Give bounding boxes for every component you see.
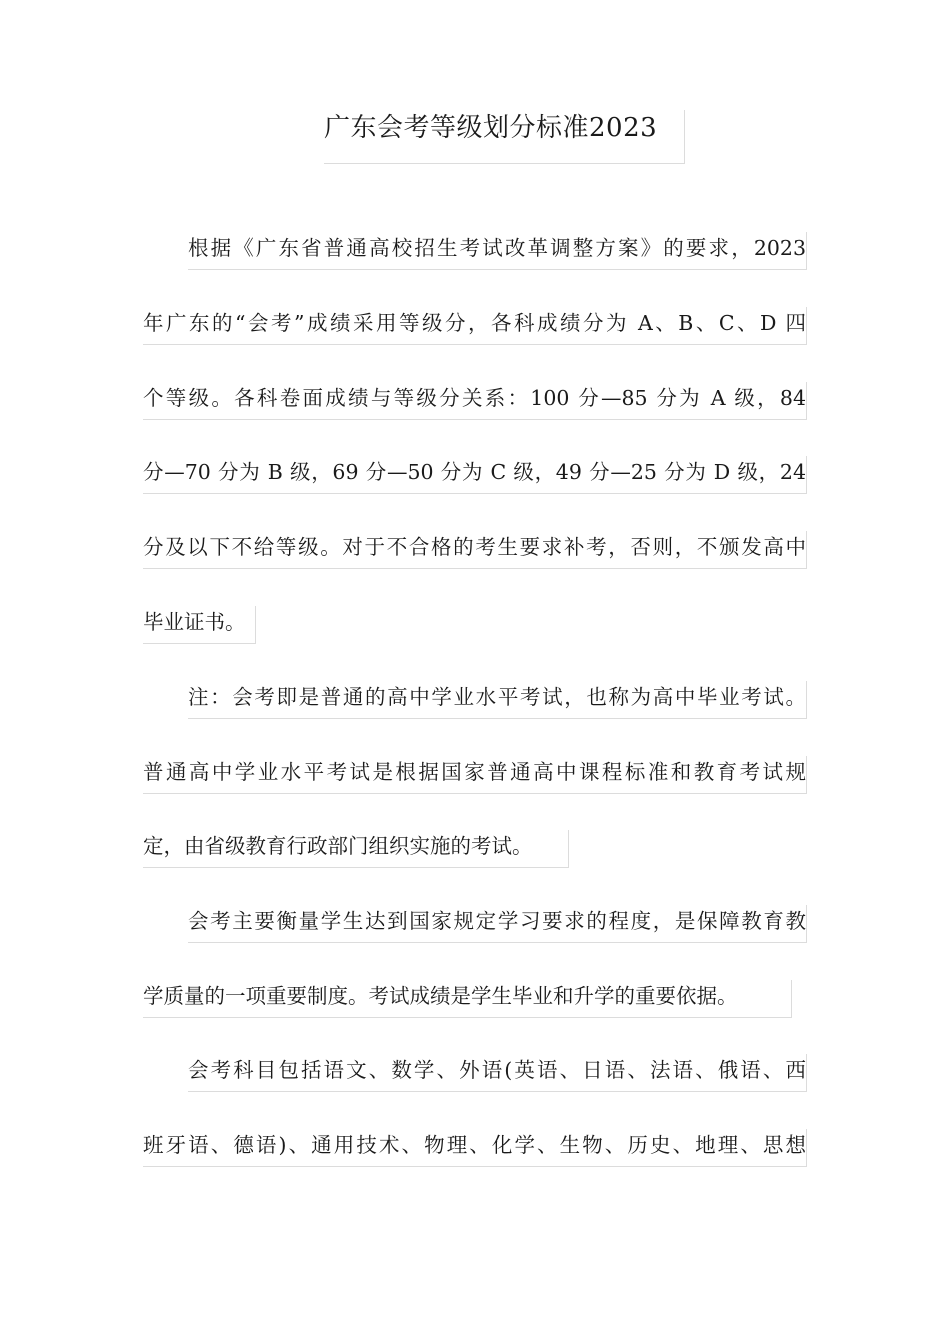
text-line-content: 普通高中学业水平考试是根据国家普通高中课程标准和教育考试规 xyxy=(143,760,806,784)
text-line xyxy=(143,756,807,794)
text-line-content: 会考科目包括语文、数学、外语(英语、日语、法语、俄语、西 xyxy=(188,1058,806,1082)
text-line-content: 注：会考即是普通的高中学业水平考试，也称为高中毕业考试。 xyxy=(188,685,806,709)
text-line-content: 个等级。各科卷面成绩与等级分关系：100 分—85 分为 A 级，84 xyxy=(143,386,806,410)
text-line-content: 分—70 分为 B 级，69 分—50 分为 C 级，49 分—25 分为 D 级，24 xyxy=(143,460,806,484)
text-line-content: 分及以下不给等级。对于不合格的考生要求补考，否则，不颁发高中 xyxy=(143,535,806,559)
text-line-content: 年广东的“会考”成绩采用等级分，各科成绩分为 A、B、C、D 四 xyxy=(143,311,806,335)
text-line xyxy=(143,531,807,569)
text-line xyxy=(143,606,256,644)
text-line xyxy=(188,905,807,943)
text-line xyxy=(188,681,807,719)
text-line-content: 毕业证书。 xyxy=(143,610,246,634)
text-line xyxy=(143,456,807,494)
text-line-content: 会考主要衡量学生达到国家规定学习要求的程度，是保障教育教 xyxy=(188,909,806,933)
text-line-content: 定，由省级教育行政部门组织实施的考试。 xyxy=(143,834,533,858)
text-line xyxy=(143,830,569,868)
text-line xyxy=(143,980,792,1018)
document-title: 广东会考等级划分标准2023 xyxy=(324,113,658,143)
text-line-content: 根据《广东省普通高校招生考试改革调整方案》的要求，2023 xyxy=(188,236,806,260)
document-title-box xyxy=(324,110,685,164)
text-line xyxy=(188,1054,807,1092)
text-line-content: 班牙语、德语)、通用技术、物理、化学、生物、历史、地理、思想 xyxy=(143,1133,806,1157)
text-line-content: 学质量的一项重要制度。考试成绩是学生毕业和升学的重要依据。 xyxy=(143,984,738,1008)
text-line xyxy=(143,1129,807,1167)
text-line xyxy=(143,307,807,345)
text-line xyxy=(188,232,807,270)
text-line xyxy=(143,382,807,420)
